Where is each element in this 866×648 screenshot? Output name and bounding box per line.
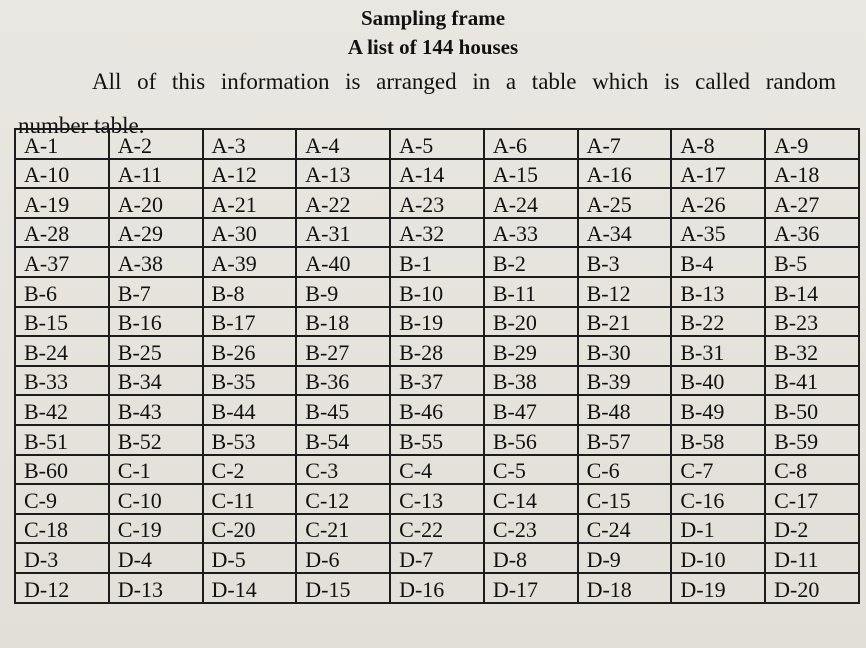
house-cell: A-27	[765, 188, 859, 218]
table-row	[15, 159, 859, 189]
house-cell: A-5	[390, 129, 484, 159]
house-cell: A-20	[109, 188, 203, 218]
house-cell: B-27	[296, 336, 390, 366]
house-cell: A-18	[765, 159, 859, 189]
house-cell: A-37	[15, 247, 109, 277]
house-list-table	[14, 128, 860, 604]
house-cell: A-29	[109, 218, 203, 248]
house-cell: C-16	[671, 484, 765, 514]
house-cell: B-28	[390, 336, 484, 366]
house-cell: B-44	[203, 395, 297, 425]
table-row	[15, 395, 859, 425]
house-cell: D-9	[578, 543, 672, 573]
house-cell: B-7	[109, 277, 203, 307]
house-cell: A-6	[484, 129, 578, 159]
house-cell: C-1	[109, 455, 203, 485]
house-cell: B-10	[390, 277, 484, 307]
house-cell: A-30	[203, 218, 297, 248]
house-cell: B-38	[484, 366, 578, 396]
house-cell: B-20	[484, 307, 578, 337]
house-cell: A-22	[296, 188, 390, 218]
house-cell: D-5	[203, 543, 297, 573]
house-cell: B-32	[765, 336, 859, 366]
house-cell: C-24	[578, 514, 672, 544]
house-cell: D-18	[578, 573, 672, 603]
table-row	[15, 247, 859, 277]
house-cell: A-28	[15, 218, 109, 248]
house-cell: A-1	[15, 129, 109, 159]
house-cell: D-11	[765, 543, 859, 573]
house-cell: D-4	[109, 543, 203, 573]
house-cell: C-18	[15, 514, 109, 544]
house-cell: A-15	[484, 159, 578, 189]
house-cell: B-57	[578, 425, 672, 455]
house-cell: A-3	[203, 129, 297, 159]
house-cell: B-23	[765, 307, 859, 337]
house-cell: B-24	[15, 336, 109, 366]
house-cell: B-26	[203, 336, 297, 366]
table-row	[15, 129, 859, 159]
table-row	[15, 307, 859, 337]
house-cell: C-4	[390, 455, 484, 485]
house-cell: B-1	[390, 247, 484, 277]
house-cell: B-35	[203, 366, 297, 396]
house-cell: C-9	[15, 484, 109, 514]
house-cell: B-46	[390, 395, 484, 425]
house-cell: B-13	[671, 277, 765, 307]
house-cell: A-33	[484, 218, 578, 248]
house-cell: D-7	[390, 543, 484, 573]
house-cell: A-39	[203, 247, 297, 277]
house-cell: A-34	[578, 218, 672, 248]
intro-line-1: All of this information is arranged in a table which is called random	[92, 69, 836, 94]
house-cell: B-9	[296, 277, 390, 307]
house-cell: D-13	[109, 573, 203, 603]
house-cell: A-13	[296, 159, 390, 189]
house-cell: B-53	[203, 425, 297, 455]
house-cell: B-42	[15, 395, 109, 425]
house-cell: B-6	[15, 277, 109, 307]
house-cell: B-12	[578, 277, 672, 307]
house-cell: B-39	[578, 366, 672, 396]
house-cell: A-25	[578, 188, 672, 218]
house-cell: B-16	[109, 307, 203, 337]
house-cell: C-20	[203, 514, 297, 544]
house-cell: D-16	[390, 573, 484, 603]
house-cell: B-54	[296, 425, 390, 455]
house-cell: B-56	[484, 425, 578, 455]
house-cell: D-6	[296, 543, 390, 573]
house-cell: A-31	[296, 218, 390, 248]
house-cell: A-36	[765, 218, 859, 248]
house-cell: B-11	[484, 277, 578, 307]
house-cell: B-45	[296, 395, 390, 425]
table-row	[15, 514, 859, 544]
table-row	[15, 277, 859, 307]
house-cell: B-58	[671, 425, 765, 455]
house-cell: A-32	[390, 218, 484, 248]
house-cell: A-8	[671, 129, 765, 159]
house-cell: A-24	[484, 188, 578, 218]
house-cell: A-40	[296, 247, 390, 277]
house-cell: C-15	[578, 484, 672, 514]
house-cell: B-34	[109, 366, 203, 396]
house-cell: D-8	[484, 543, 578, 573]
table-row	[15, 573, 859, 603]
house-cell: B-51	[15, 425, 109, 455]
house-cell: B-48	[578, 395, 672, 425]
house-cell: C-2	[203, 455, 297, 485]
house-cell: C-8	[765, 455, 859, 485]
house-cell: A-21	[203, 188, 297, 218]
house-cell: B-15	[15, 307, 109, 337]
house-cell: A-11	[109, 159, 203, 189]
house-cell: C-21	[296, 514, 390, 544]
table-row	[15, 455, 859, 485]
house-cell: C-11	[203, 484, 297, 514]
house-cell: B-59	[765, 425, 859, 455]
house-cell: D-10	[671, 543, 765, 573]
house-cell: B-37	[390, 366, 484, 396]
house-cell: C-23	[484, 514, 578, 544]
house-cell: C-12	[296, 484, 390, 514]
house-cell: B-2	[484, 247, 578, 277]
house-cell: A-17	[671, 159, 765, 189]
house-cell: C-14	[484, 484, 578, 514]
house-cell: C-7	[671, 455, 765, 485]
house-cell: B-14	[765, 277, 859, 307]
house-cell: D-14	[203, 573, 297, 603]
house-cell: C-17	[765, 484, 859, 514]
house-cell: D-2	[765, 514, 859, 544]
table-row	[15, 188, 859, 218]
intro-line-2: number table.	[18, 113, 145, 138]
house-cell: B-21	[578, 307, 672, 337]
table-row	[15, 336, 859, 366]
house-cell: C-19	[109, 514, 203, 544]
house-cell: A-38	[109, 247, 203, 277]
house-list-body	[15, 129, 859, 603]
house-cell: D-19	[671, 573, 765, 603]
house-cell: D-17	[484, 573, 578, 603]
house-cell: B-41	[765, 366, 859, 396]
house-cell: D-1	[671, 514, 765, 544]
house-cell: B-52	[109, 425, 203, 455]
house-cell: A-26	[671, 188, 765, 218]
house-cell: B-40	[671, 366, 765, 396]
house-cell: B-43	[109, 395, 203, 425]
house-cell: B-33	[15, 366, 109, 396]
house-cell: B-25	[109, 336, 203, 366]
house-cell: B-36	[296, 366, 390, 396]
house-cell: A-14	[390, 159, 484, 189]
house-cell: B-4	[671, 247, 765, 277]
house-cell: B-5	[765, 247, 859, 277]
house-cell: B-17	[203, 307, 297, 337]
house-cell: C-5	[484, 455, 578, 485]
house-cell: A-10	[15, 159, 109, 189]
house-cell: B-8	[203, 277, 297, 307]
house-cell: D-20	[765, 573, 859, 603]
table-row	[15, 484, 859, 514]
house-cell: D-3	[15, 543, 109, 573]
house-cell: A-4	[296, 129, 390, 159]
house-cell: C-10	[109, 484, 203, 514]
house-cell: B-30	[578, 336, 672, 366]
house-cell: C-13	[390, 484, 484, 514]
house-cell: B-18	[296, 307, 390, 337]
house-cell: B-22	[671, 307, 765, 337]
house-cell: C-3	[296, 455, 390, 485]
house-cell: A-23	[390, 188, 484, 218]
table-row	[15, 218, 859, 248]
house-cell: D-12	[15, 573, 109, 603]
house-cell: D-15	[296, 573, 390, 603]
house-cell: A-7	[578, 129, 672, 159]
house-cell: B-3	[578, 247, 672, 277]
house-cell: B-60	[15, 455, 109, 485]
house-cell: A-2	[109, 129, 203, 159]
house-cell: B-19	[390, 307, 484, 337]
house-cell: B-49	[671, 395, 765, 425]
table-row	[15, 366, 859, 396]
house-cell: A-12	[203, 159, 297, 189]
house-cell: B-47	[484, 395, 578, 425]
document-title: Sampling frame	[360, 6, 506, 30]
house-cell: B-29	[484, 336, 578, 366]
house-cell: B-50	[765, 395, 859, 425]
house-cell: A-35	[671, 218, 765, 248]
house-cell: C-22	[390, 514, 484, 544]
table-row	[15, 425, 859, 455]
house-cell: B-55	[390, 425, 484, 455]
house-cell: A-9	[765, 129, 859, 159]
house-cell: B-31	[671, 336, 765, 366]
table-row	[15, 543, 859, 573]
house-cell: A-16	[578, 159, 672, 189]
document-subtitle: A list of 144 houses	[347, 35, 519, 59]
house-cell: C-6	[578, 455, 672, 485]
house-cell: A-19	[15, 188, 109, 218]
